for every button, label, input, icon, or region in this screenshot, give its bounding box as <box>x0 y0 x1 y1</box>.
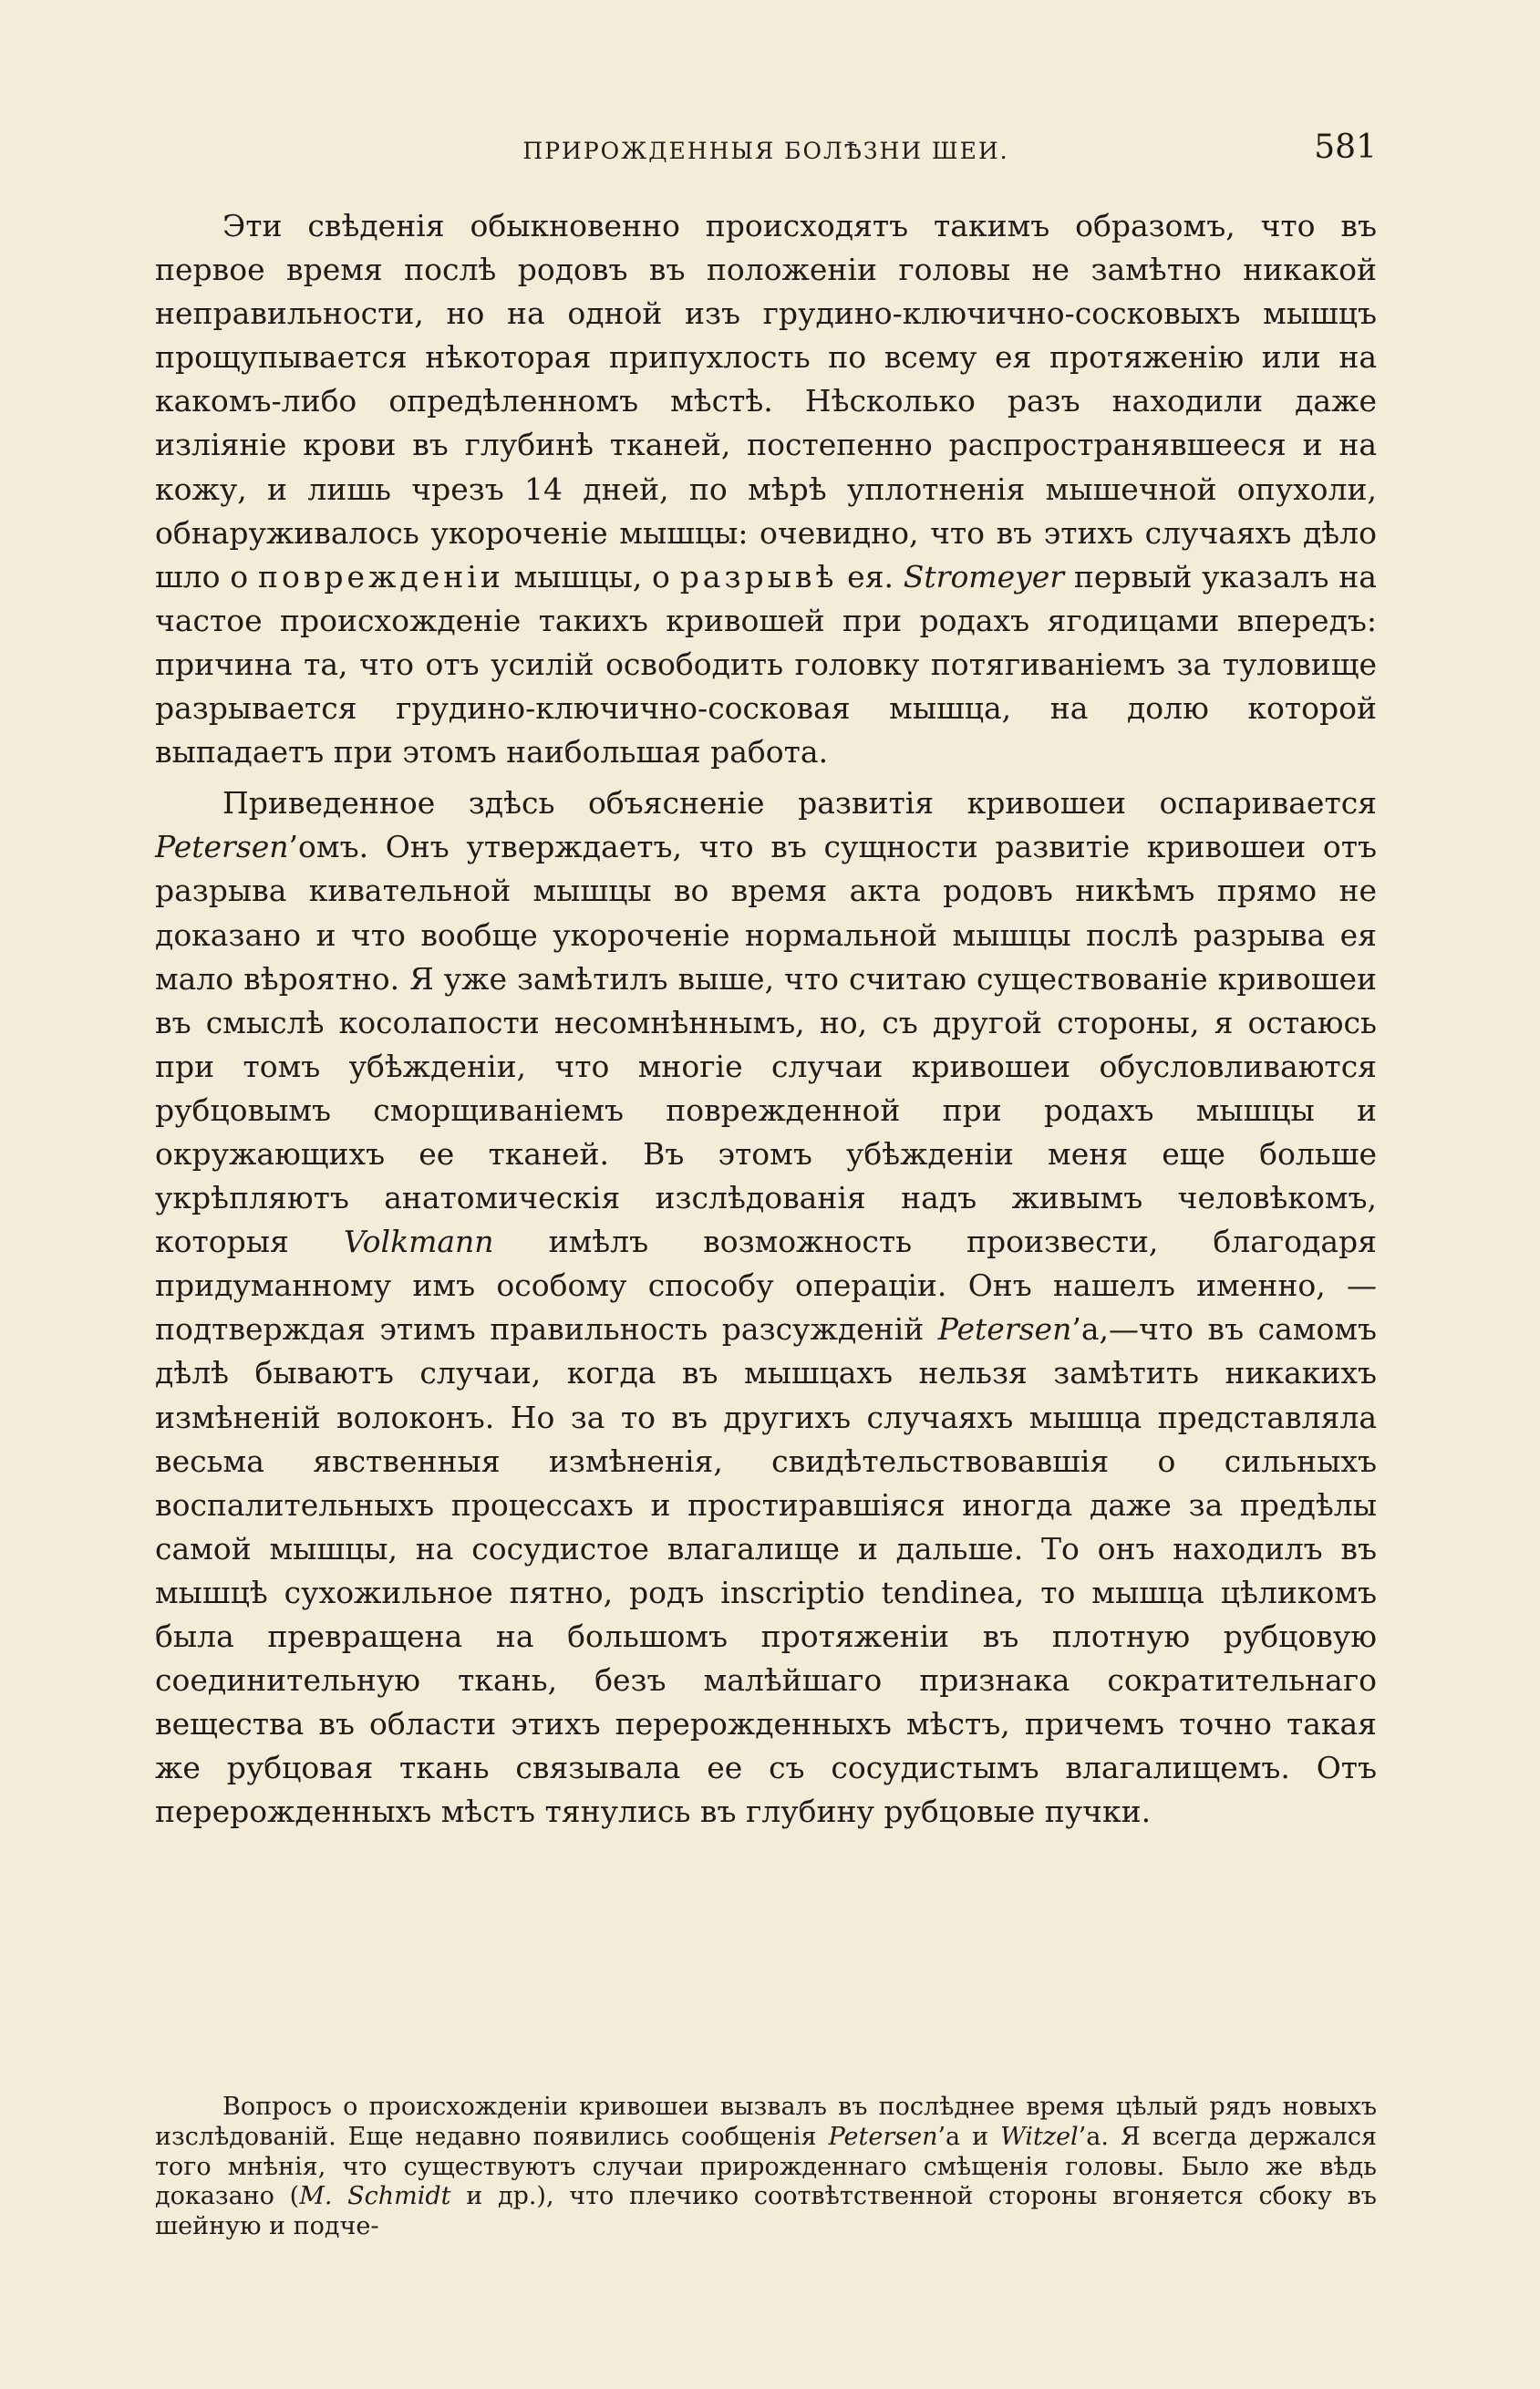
paragraph-1 <box>155 204 1377 774</box>
text-run: ’а и <box>937 2122 1001 2151</box>
text-run: первый указалъ на частое происхожденіе такихъ кривошей при родахъ ягодицами впередъ: причина та, что отъ усилій освободить головку потягиваніемъ за туловище разрывается грудино-ключично-сосковая мышца, на долю которой выпадаетъ при этомъ наибольшая работа. <box>155 558 1377 770</box>
page-number: 581 <box>1314 129 1377 166</box>
running-header <box>155 129 1377 178</box>
text-run: и др.), что плечико соотвѣтственной стороны вгоняется сбоку въ шейную и подче- <box>155 2182 1377 2241</box>
author-name: Petersen <box>828 2122 938 2151</box>
text-run: ’омъ. Онъ утверждаетъ, что въ сущности развитіе кривошеи отъ разрыва кивательной мышцы во время акта родовъ никѣмъ прямо не доказано и что вообще укороченіе нормальной мышцы послѣ разрыва ея мало вѣроятно. Я уже замѣтилъ выше, что считаю существованіе кривошеи въ смыслѣ косолапости несомнѣннымъ, но, съ другой стороны, я остаюсь при томъ убѣжденіи, что многіе случаи кривошеи обусловливаются рубцовымъ сморщиваніемъ поврежденной при родахъ мышцы и окружающихъ ее тканей. Въ этомъ убѣжденіи меня еще больше укрѣпляютъ анатомическія изслѣдованія надъ живымъ человѣкомъ, которыя <box>155 829 1377 1260</box>
text-run: Приведенное здѣсь объясненіе развитія кривошеи оспаривается <box>222 785 1377 822</box>
emphasized-text: разрывѣ <box>679 558 838 595</box>
text-run: ’а,—что въ самомъ дѣлѣ бываютъ случаи, когда въ мышцахъ нельзя замѣтить никакихъ измѣненій волоконъ. Но за то въ другихъ случаяхъ мышца представляла весьма явственныя измѣненія, свидѣтельствовавшія о сильныхъ воспалительныхъ процессахъ и простиравшіяся иногда даже за предѣлы самой мышцы, на сосудистое влагалище и дальше. То онъ находилъ въ мышцѣ сухожильное пятно, родъ inscriptio tendinea, то мышца цѣликомъ была превращена на большомъ протяженіи въ плотную рубцовую соединительную ткань, безъ малѣйшаго признака сократительнаго вещества въ области этихъ перерожденныхъ мѣстъ, причемъ точно такая же рубцовая ткань связывала ее съ сосудистымъ влагалищемъ. Отъ перерожденныхъ мѣстъ тянулись въ глубину рубцовые пучки. <box>155 1311 1377 1830</box>
text-run: ’а. Я всегда держался того мнѣнія, что существуютъ случаи прирожденнаго смѣщенія головы. Было же вѣдь доказано ( <box>155 2122 1377 2211</box>
body-text <box>155 204 1377 1834</box>
author-name: Stromeyer <box>903 558 1065 595</box>
footnote <box>155 2093 1377 2242</box>
text-run: ея. <box>837 558 904 595</box>
author-name: Petersen <box>937 1311 1072 1348</box>
author-name: Volkmann <box>343 1224 494 1260</box>
author-name: M. Schmidt <box>299 2182 451 2211</box>
emphasized-text: поврежденіи <box>257 558 504 595</box>
author-name: Petersen <box>155 829 289 865</box>
author-name: Witzel <box>1000 2122 1079 2151</box>
text-run: мышцы, о <box>503 558 680 595</box>
text-run: Вопросъ о происхожденіи кривошеи вызвалъ въ послѣднее время цѣлый рядъ новыхъ изслѣдованій. Еще недавно появились сообщенія <box>155 2093 1377 2151</box>
running-title: ПРИРОЖДЕННЫЯ БОЛѢЗНИ ШЕИ. <box>522 138 1009 164</box>
text-run: имѣлъ возможность произвести, благодаря придуманному имъ особому способу операціи. Онъ нашелъ именно, — подтверждая этимъ правильность разсужденій <box>155 1224 1377 1348</box>
text-run: Эти свѣденія обыкновенно происходятъ такимъ образомъ, что въ первое время послѣ родовъ въ положеніи головы не замѣтно никакой неправильности, но на одной изъ грудино-ключично-сосковыхъ мышцъ прощупывается нѣкоторая припухлость по всему ея протяженію или на какомъ-либо опредѣленномъ мѣстѣ. Нѣсколько разъ находили даже изліяніе крови въ глубинѣ тканей, постепенно распространявшееся и на кожу, и лишь чрезъ 14 дней, по мѣрѣ уплотненія мышечной опухоли, обнаруживалось укороченіе мышцы: очевидно, что въ этихъ случаяхъ дѣло шло о <box>155 208 1377 595</box>
paragraph-2 <box>155 781 1377 1834</box>
